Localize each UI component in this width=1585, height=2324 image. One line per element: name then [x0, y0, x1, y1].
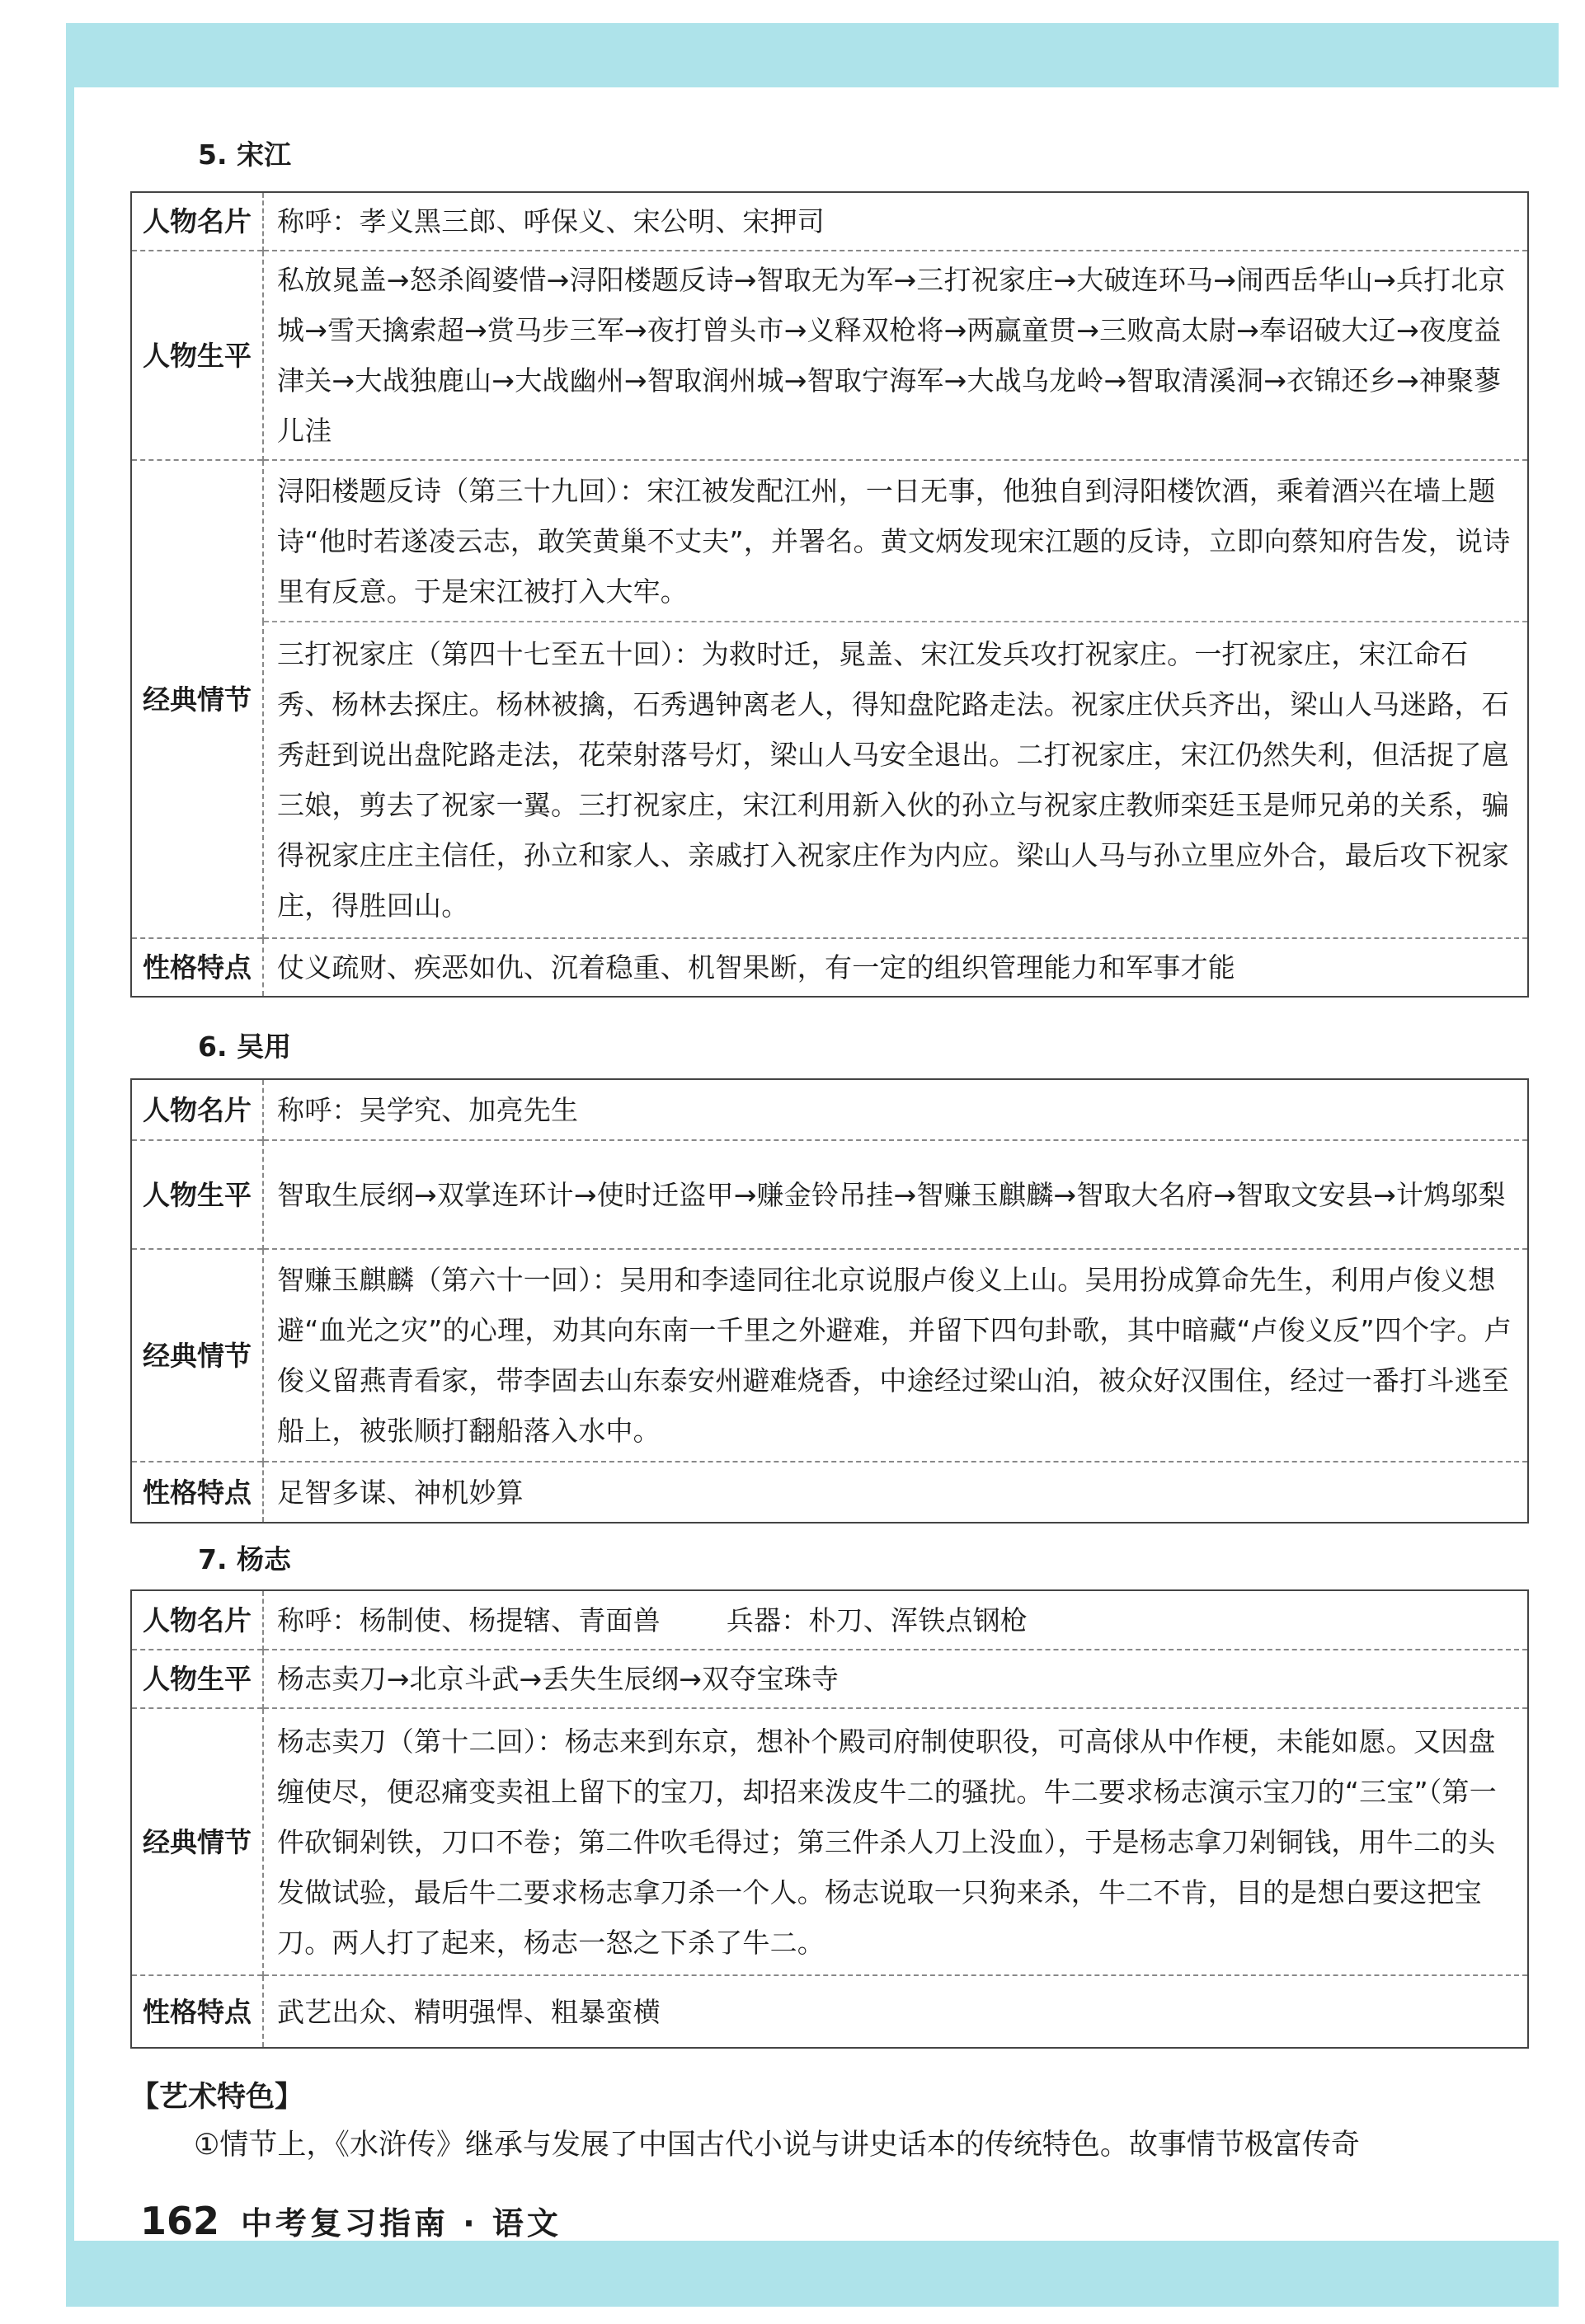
alias-text: 称呼：杨制使、杨提辖、青面兽: [277, 1603, 661, 1636]
label-plot: 经典情节: [131, 1708, 263, 1975]
name-content: [263, 1590, 1528, 1650]
book-title: 中考复习指南 · 语文: [241, 2205, 562, 2242]
label-trait: 性格特点: [131, 1975, 263, 2048]
label-plot: 经典情节: [131, 1249, 263, 1462]
trait-content: 武艺出众、精明强悍、粗暴蛮横: [263, 1975, 1528, 2048]
table-row: [131, 251, 1528, 460]
left-color-band: [66, 23, 74, 2265]
table-row: [131, 1590, 1528, 1650]
label-life: 人物生平: [131, 1650, 263, 1708]
name-content: 称呼：孝义黑三郎、呼保义、宋公明、宋押司: [277, 205, 825, 237]
table-row: [131, 1249, 1528, 1462]
section-title-songjiang: 5. 宋江: [198, 139, 291, 171]
table-row: [131, 1650, 1528, 1708]
top-color-band: [66, 23, 1559, 87]
label-trait: 性格特点: [131, 938, 263, 997]
plot-content: 智赚玉麒麟（第六十一回）：吴用和李逵同往北京说服卢俊义上山。吴用扮成算命先生，利用卢俊义想避“血光之灾”的心理，劝其向东南一千里之外避难，并留下四句卦歌，其中暗藏“卢俊义反”四个字。卢俊义留燕青看家，带李固去山东泰安州避难烧香，中途经过梁山泊，被众好汉围住，经过一番打斗逃至船上，被张顺打翻船落入水中。: [263, 1249, 1528, 1462]
trait-content: 足智多谋、神机妙算: [263, 1462, 1528, 1523]
label-name: 人物名片: [131, 1590, 263, 1650]
plot-content: 三打祝家庄（第四十七至五十回）：为救时迁，晁盖、宋江发兵攻打祝家庄。一打祝家庄，宋江命石秀、杨林去探庄。杨林被擒，石秀遇钟离老人，得知盘陀路走法。祝家庄伏兵齐出，梁山人马迷路，石秀赶到说出盘陀路走法，花荣射落号灯，梁山人马安全退出。二打祝家庄，宋江仍然失利，但活捉了扈三娘，剪去了祝家一翼。三打祝家庄，宋江利用新入伙的孙立与祝家庄教师栾廷玉是师兄弟的关系，骗得祝家庄庄主信任，孙立和家人、亲戚打入祝家庄作为内应。梁山人马与孙立里应外合，最后攻下祝家庄，得胜回山。: [263, 622, 1528, 938]
trait-content: 仗义疏财、疾恶如仇、沉着稳重、机智果断，有一定的组织管理能力和军事才能: [263, 938, 1528, 997]
name-content: 称呼：吴学究、加亮先生: [277, 1093, 579, 1126]
life-content: 私放晁盖→怒杀阎婆惜→浔阳楼题反诗→智取无为军→三打祝家庄→大破连环马→闹西岳华山→兵打北京城→雪天擒索超→赏马步三军→夜打曾头市→义释双枪将→两赢童贯→三败高太尉→奉诏破大辽→夜度益津关→大战独鹿山→大战幽州→智取润州城→智取宁海军→大战乌龙岭→智取清溪洞→衣锦还乡→神聚蓼儿洼: [263, 251, 1528, 460]
label-life: 人物生平: [131, 251, 263, 460]
table-row: [131, 622, 1528, 938]
art-paragraph: ①情节上，《水浒传》继承与发展了中国古代小说与讲史话本的传统特色。故事情节极富传奇: [194, 2129, 1360, 2162]
section-title-wuyong: 6. 吴用: [198, 1031, 291, 1063]
page-number: 162: [140, 2199, 220, 2243]
table-yangzhi: [130, 1589, 1529, 2049]
section-title-yangzhi: 7. 杨志: [198, 1543, 291, 1575]
table-row: [131, 1462, 1528, 1523]
table-wuyong: [130, 1078, 1529, 1524]
table-row: [131, 938, 1528, 997]
bottom-color-band: [66, 2241, 1559, 2307]
art-heading: 【艺术特色】: [130, 2081, 304, 2114]
plot-content: 浔阳楼题反诗（第三十九回）：宋江被发配江州，一日无事，他独自到浔阳楼饮酒，乘着酒兴在墙上题诗“他时若遂凌云志，敢笑黄巢不丈夫”，并署名。黄文炳发现宋江题的反诗，立即向蔡知府告发，说诗里有反意。于是宋江被打入大牢。: [263, 460, 1528, 622]
life-content: 杨志卖刀→北京斗武→丢失生辰纲→双夺宝珠寺: [263, 1650, 1528, 1708]
table-row: [131, 460, 1528, 622]
table-row: [131, 192, 1528, 251]
label-trait: 性格特点: [131, 1462, 263, 1523]
label-name: 人物名片: [131, 192, 263, 251]
table-row: [131, 1975, 1528, 2048]
table-songjiang: [130, 191, 1529, 998]
weapon-text: 兵器：朴刀、浑铁点钢枪: [726, 1603, 1028, 1636]
table-row: [131, 1140, 1528, 1249]
label-life: 人物生平: [131, 1140, 263, 1249]
life-content: 智取生辰纲→双掌连环计→使时迁盗甲→赚金铃吊挂→智赚玉麒麟→智取大名府→智取文安县→计鸩邬梨: [263, 1140, 1528, 1249]
label-plot: 经典情节: [131, 460, 263, 938]
plot-content: 杨志卖刀（第十二回）：杨志来到东京，想补个殿司府制使职役，可高俅从中作梗，未能如愿。又因盘缠使尽，便忍痛变卖祖上留下的宝刀，却招来泼皮牛二的骚扰。牛二要求杨志演示宝刀的“三宝”（第一件砍铜剁铁，刀口不卷；第二件吹毛得过；第三件杀人刀上没血），于是杨志拿刀剁铜钱，用牛二的头发做试验，最后牛二要求杨志拿刀杀一个人。杨志说取一只狗来杀，牛二不肯，目的是想白要这把宝刀。两人打了起来，杨志一怒之下杀了牛二。: [263, 1708, 1528, 1975]
table-row: [131, 1079, 1528, 1140]
label-name: 人物名片: [131, 1079, 263, 1140]
footer: [140, 2198, 562, 2243]
table-row: [131, 1708, 1528, 1975]
